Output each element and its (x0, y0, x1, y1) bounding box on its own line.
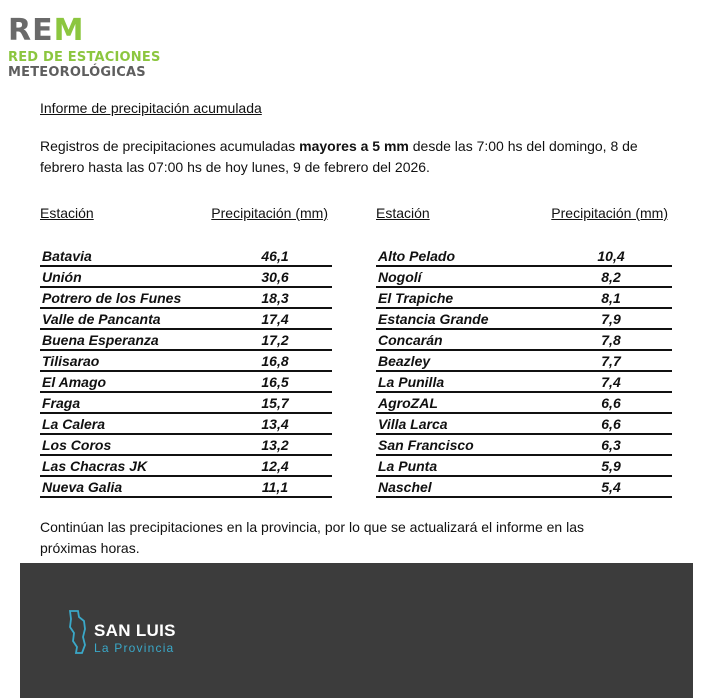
precip-value: 16,8 (261, 353, 289, 369)
precip-value: 6,6 (601, 395, 621, 411)
rem-logo-prefix: RE (8, 13, 54, 48)
precip-value: 8,2 (601, 269, 621, 285)
table-row (376, 393, 672, 414)
table-row (40, 435, 332, 456)
table-row (376, 414, 672, 435)
san-luis-title: SAN LUIS (94, 621, 176, 640)
intro-bold: mayores a 5 mm (299, 138, 409, 154)
precip-value: 7,9 (601, 311, 621, 327)
precip-value: 7,4 (601, 374, 621, 390)
station-name: La Punta (378, 458, 438, 474)
rem-logo-wordmark (8, 13, 161, 48)
station-name: Villa Larca (378, 416, 448, 432)
precip-value: 6,6 (601, 416, 621, 432)
report-intro (40, 136, 670, 178)
footer-band (20, 563, 693, 698)
station-name: El Trapiche (378, 290, 454, 306)
station-name: Valle de Pancanta (42, 311, 161, 327)
table-row (376, 435, 672, 456)
station-name: Alto Pelado (378, 248, 456, 264)
rem-logo-line2: METEOROLÓGICAS (8, 65, 146, 80)
rem-logo (8, 13, 161, 81)
header-precip: Precipitación (mm) (551, 205, 668, 221)
station-name: Batavia (42, 248, 92, 264)
precip-value: 17,2 (261, 332, 289, 348)
precip-value: 17,4 (261, 311, 289, 327)
station-name: Estancia Grande (378, 311, 489, 327)
precip-value: 10,4 (597, 248, 625, 264)
table-row (40, 309, 332, 330)
station-name: Unión (42, 269, 82, 285)
precip-value: 13,2 (261, 437, 289, 453)
table-row (376, 330, 672, 351)
table-header (376, 205, 672, 225)
table-row (40, 351, 332, 372)
precip-value: 5,4 (601, 479, 621, 495)
table-row (40, 477, 332, 498)
table-row (376, 351, 672, 372)
table-row (376, 372, 672, 393)
precip-value: 18,3 (261, 290, 289, 306)
table-row (376, 288, 672, 309)
precip-value: 6,3 (601, 437, 621, 453)
station-name: La Calera (42, 416, 106, 432)
table-row (40, 288, 332, 309)
station-name: Los Coros (42, 437, 112, 453)
station-name: Nogolí (378, 269, 422, 285)
header-station: Estación (40, 205, 94, 221)
report-title: Informe de precipitación acumulada (40, 100, 262, 116)
table-row (40, 246, 332, 267)
header-station: Estación (376, 205, 430, 221)
station-name: La Punilla (378, 374, 445, 390)
rem-logo-line1: RED DE ESTACIONES (8, 50, 161, 65)
precip-value: 7,8 (601, 332, 621, 348)
precip-value: 46,1 (261, 248, 289, 264)
table-row (40, 267, 332, 288)
rem-logo-suffix: M (53, 13, 85, 48)
precip-value: 5,9 (601, 458, 621, 474)
station-name: Beazley (378, 353, 431, 369)
san-luis-province-icon (66, 609, 88, 655)
intro-part1: Registros de precipitaciones acumuladas (40, 138, 300, 154)
station-name: Concarán (378, 332, 443, 348)
san-luis-logo (66, 609, 206, 659)
precip-table-right (376, 205, 672, 498)
table-row (376, 309, 672, 330)
precip-value: 15,7 (261, 395, 289, 411)
precip-value: 7,7 (601, 353, 621, 369)
station-name: San Francisco (378, 437, 474, 453)
precip-value: 30,6 (261, 269, 289, 285)
precip-value: 8,1 (601, 290, 621, 306)
precip-value: 13,4 (261, 416, 289, 432)
table-row (376, 267, 672, 288)
intro-part2: desde las 7:00 hs del domingo, 8 de febrero hasta las 07:00 hs de hoy lunes, 9 de febrero del 2026. (40, 138, 638, 175)
table-row (40, 330, 332, 351)
table-row (40, 414, 332, 435)
table-header (40, 205, 332, 225)
station-name: Fraga (42, 395, 81, 411)
station-name: Tilisarao (42, 353, 100, 369)
station-name: Las Chacras JK (42, 458, 148, 474)
precip-value: 16,5 (261, 374, 289, 390)
station-name: Naschel (378, 479, 432, 495)
precip-value: 12,4 (261, 458, 289, 474)
table-rows (40, 246, 332, 498)
station-name: Nueva Galia (42, 479, 123, 495)
footer-note: Continúan las precipitaciones en la provincia, por lo que se actualizará el informe en las próximas horas. (40, 519, 584, 556)
table-row (376, 477, 672, 498)
table-row (40, 456, 332, 477)
precip-value: 11,1 (261, 479, 289, 495)
station-name: Potrero de los Funes (42, 290, 182, 306)
table-row (376, 246, 672, 267)
precip-table-left (40, 205, 332, 498)
station-name: El Amago (42, 374, 107, 390)
station-name: AgroZAL (378, 395, 438, 411)
san-luis-subtitle: La Provincia (94, 641, 175, 655)
table-row (40, 393, 332, 414)
station-name: Buena Esperanza (42, 332, 159, 348)
table-row (376, 456, 672, 477)
header-precip: Precipitación (mm) (211, 205, 328, 221)
table-rows (376, 246, 672, 498)
table-row (40, 372, 332, 393)
